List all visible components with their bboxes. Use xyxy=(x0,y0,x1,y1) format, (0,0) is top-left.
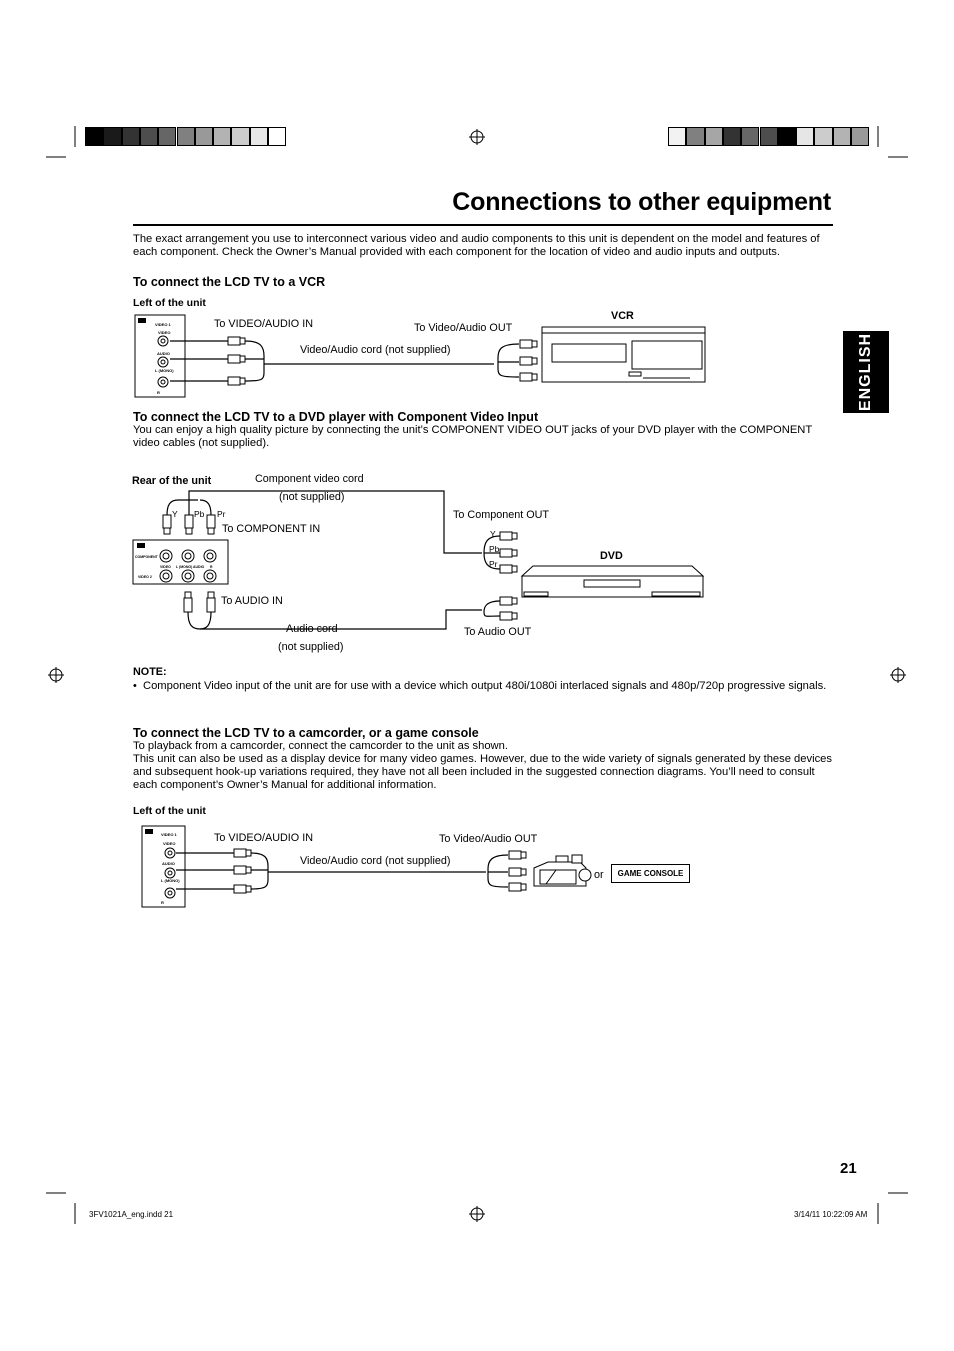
component-out-label: To Component OUT xyxy=(453,509,550,521)
svg-text:VIDEO 2: VIDEO 2 xyxy=(138,575,152,579)
vcr-out-label: To Video/Audio OUT xyxy=(414,322,513,334)
audio-out-label: To Audio OUT xyxy=(464,626,532,638)
vcr-cable xyxy=(170,341,519,381)
footer-file: 3FV1021A_eng.indd 21 xyxy=(89,1210,174,1219)
rca-plug-icon xyxy=(228,337,537,385)
cam-cord-label: Video/Audio cord (not supplied) xyxy=(300,855,451,867)
rca-plug-icon xyxy=(234,849,526,893)
cam-in-label: To VIDEO/AUDIO IN xyxy=(214,832,313,844)
svg-text:L (MONO): L (MONO) xyxy=(155,368,174,373)
component-cord-label: Component video cord xyxy=(255,473,364,485)
cam-body: To playback from a camcorder, connect the camcorder to the unit as shown. This unit can also be used as a display device for many video games. However, due to the wide variety of signals generated by these devices and subsequent hook-up variations required, they have not all been included in the suggested connection diagrams. You’ll need to consult each component’s Owner’s Manual for additional information. xyxy=(133,740,832,791)
cam-left-label: Left of the unit xyxy=(133,805,206,817)
game-console-box: GAME CONSOLE xyxy=(611,864,690,883)
svg-text:VIDEO 1: VIDEO 1 xyxy=(161,832,177,837)
tv-rear-panel xyxy=(133,540,228,584)
dvd-device-icon xyxy=(522,566,703,597)
vcr-device-icon xyxy=(542,327,705,382)
dvd-device-label: DVD xyxy=(600,550,623,562)
cam-out-label: To Video/Audio OUT xyxy=(439,833,538,845)
cam-cable xyxy=(176,853,508,889)
audio-cord-label: Audio cord xyxy=(286,623,338,635)
cam-heading: To connect the LCD TV to a camcorder, or a game console xyxy=(133,726,479,740)
svg-text:VIDEO: VIDEO xyxy=(163,841,176,846)
vcr-heading: To connect the LCD TV to a VCR xyxy=(133,275,326,289)
audio-cable xyxy=(188,601,500,629)
dvd-heading: To connect the LCD TV to a DVD player with Component Video Input xyxy=(133,410,539,424)
plug-label-y-in: Y xyxy=(172,509,178,519)
vcr-in-label: To VIDEO/AUDIO IN xyxy=(214,318,313,330)
svg-text:AUDIO: AUDIO xyxy=(193,565,205,569)
plug-label-pr-in: Pr xyxy=(217,509,226,519)
tv-side-panel-cam xyxy=(142,826,185,907)
rear-label: Rear of the unit xyxy=(132,475,212,487)
svg-text:VIDEO: VIDEO xyxy=(160,565,171,569)
vcr-device-label: VCR xyxy=(611,310,634,322)
svg-text:L (MONO): L (MONO) xyxy=(176,565,193,569)
vcr-left-label: Left of the unit xyxy=(133,297,206,309)
registration-mark-icon xyxy=(48,129,906,1222)
plug-label-pr-out: Pr xyxy=(489,559,498,569)
svg-text:R: R xyxy=(161,900,164,905)
plug-label-pb-in: Pb xyxy=(194,509,205,519)
svg-text:AUDIO: AUDIO xyxy=(162,861,175,866)
audio-not-supplied: (not supplied) xyxy=(278,641,344,653)
svg-text:R: R xyxy=(210,565,213,569)
dvd-body: You can enjoy a high quality picture by connecting the unit’s COMPONENT VIDEO OUT jacks of your DVD player with the COMPONENT video cables (not supplied). xyxy=(133,424,812,449)
svg-text:L (MONO): L (MONO) xyxy=(161,878,180,883)
footer-timestamp: 3/14/11 10:22:09 AM xyxy=(794,1210,868,1219)
note-bullet-mark: • xyxy=(133,680,137,692)
plug-label-y-out: Y xyxy=(490,529,496,539)
tv-side-panel-vcr xyxy=(135,315,185,397)
svg-text:VIDEO 1: VIDEO 1 xyxy=(155,322,171,327)
page-title: Connections to other equipment xyxy=(452,188,831,216)
camcorder-icon xyxy=(534,855,591,886)
note-heading: NOTE: xyxy=(133,666,167,678)
plug-label-pb-out: Pb xyxy=(489,544,500,554)
intro-paragraph: The exact arrangement you use to interconnect various video and audio components to this unit is dependent on the model and features of each component. Check the Owner’s Manual provided with each component for the location of video and audio inputs and outputs. xyxy=(133,233,820,258)
svg-text:COMPONENT: COMPONENT xyxy=(135,555,158,559)
language-tab-label: ENGLISH xyxy=(857,332,874,412)
audio-in-label: To AUDIO IN xyxy=(221,595,283,607)
note-bullet: Component Video input of the unit are for use with a device which output 480i/1080i interlaced signals and 480p/720p progressive signals. xyxy=(143,680,827,692)
or-label: or xyxy=(594,869,604,881)
vcr-cord-label: Video/Audio cord (not supplied) xyxy=(300,344,451,356)
svg-text:AUDIO: AUDIO xyxy=(157,351,170,356)
component-not-supplied: (not supplied) xyxy=(279,491,345,503)
page-number: 21 xyxy=(840,1160,857,1177)
svg-text:R: R xyxy=(157,390,160,395)
component-in-label: To COMPONENT IN xyxy=(222,523,321,535)
svg-text:VIDEO: VIDEO xyxy=(158,330,171,335)
